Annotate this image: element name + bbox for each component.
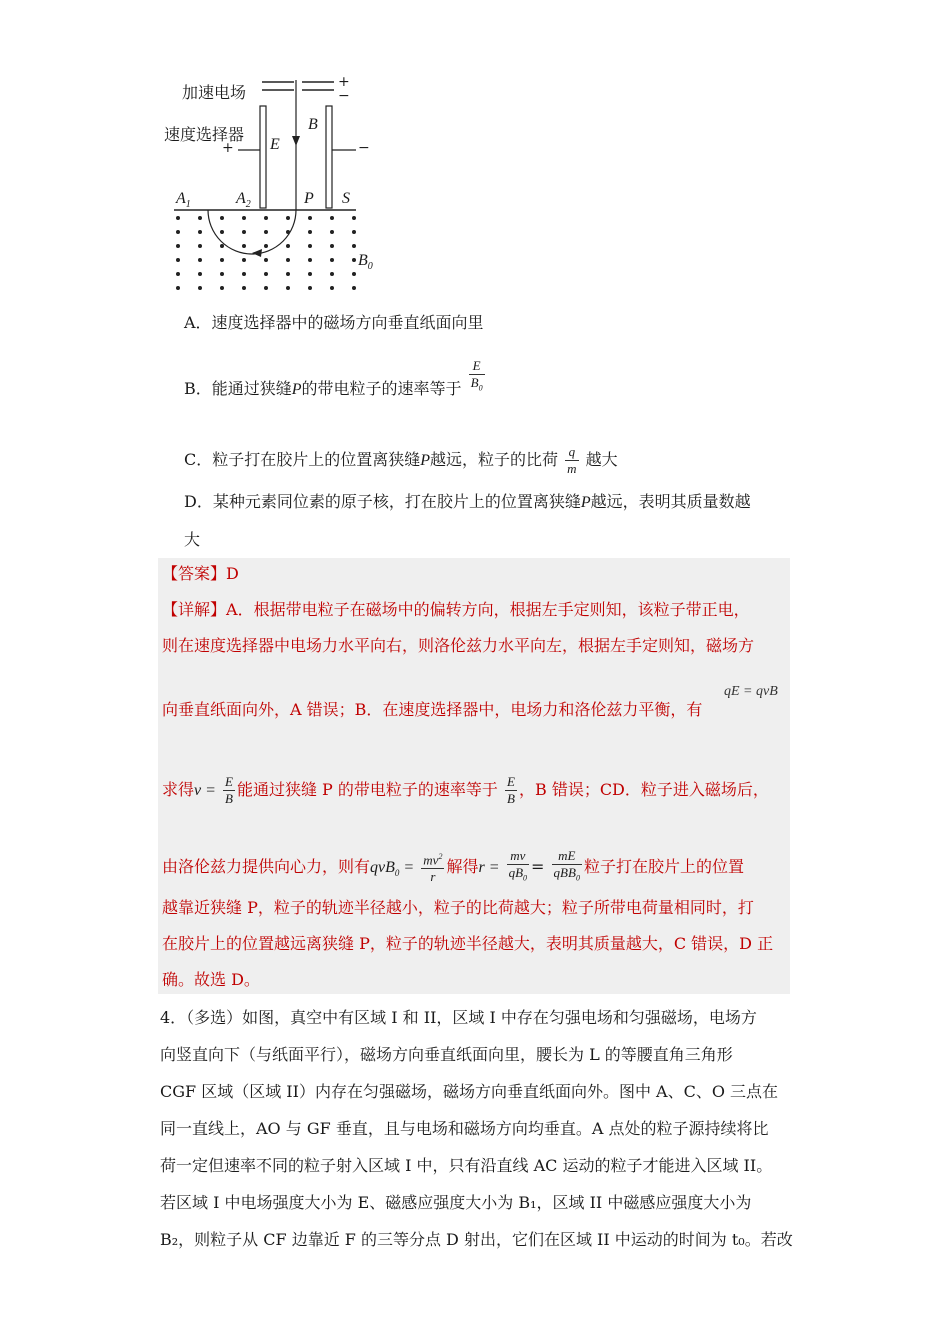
field-dot bbox=[198, 286, 202, 290]
radius-fraction-2: $\frac{mE}{qBB_0}$ bbox=[553, 848, 580, 883]
field-dot bbox=[352, 230, 356, 234]
field-dot bbox=[308, 286, 312, 290]
field-dot bbox=[330, 230, 334, 234]
label-plus-selector: + bbox=[222, 140, 234, 156]
field-dot bbox=[352, 244, 356, 248]
field-dot bbox=[176, 216, 180, 220]
field-dot bbox=[220, 258, 224, 262]
option-d-line2: 大 bbox=[184, 530, 201, 549]
label-A2: $A_2$ bbox=[236, 190, 251, 211]
selector-plate-right bbox=[326, 106, 332, 208]
field-dot bbox=[286, 286, 290, 290]
detail-line-8: 确。故选 D。 bbox=[162, 970, 260, 989]
field-dot bbox=[198, 272, 202, 276]
field-dot bbox=[330, 216, 334, 220]
field-dot bbox=[198, 244, 202, 248]
label-minus-top: − bbox=[338, 88, 350, 104]
label-S: S bbox=[342, 190, 350, 207]
question4-line-1: 4．（多选）如图，真空中有区域 I 和 II，区域 I 中存在匀强电场和匀强磁场，电场方 bbox=[160, 1008, 757, 1027]
field-dot bbox=[264, 272, 268, 276]
field-dot bbox=[198, 258, 202, 262]
field-dot bbox=[352, 286, 356, 290]
question4-line-2: 向竖直向下（与纸面平行），磁场方向垂直纸面向里，腰长为 L 的等腰直角三角形 bbox=[160, 1045, 733, 1064]
question4-line-3: CGF 区域（区域 II）内存在匀强磁场，磁场方向垂直纸面向外。图中 A、C、O 三点在 bbox=[160, 1082, 779, 1101]
field-dot bbox=[308, 272, 312, 276]
field-dot bbox=[242, 230, 246, 234]
v-fraction: $\frac{E}{B}$ bbox=[225, 774, 233, 806]
detail-line-5: 由洛伦兹力提供向心力，则有qvB$_0$ = $\frac{mv^2}{r}$ 解得r = $\frac{mv}{qB_0}$ = $\frac{mE}{qBB_0}$ 粒子打在胶片上的位置 bbox=[162, 848, 744, 887]
field-dot bbox=[176, 230, 180, 234]
field-dots bbox=[176, 216, 356, 290]
question4-line-5: 荷一定但速率不同的粒子射入区域 I 中，只有沿直线 AC 运动的粒子才能进入区域 II。 bbox=[160, 1156, 773, 1175]
field-dot bbox=[330, 244, 334, 248]
detail-line-3: 向垂直纸面向外，A 错误；B．在速度选择器中，电场力和洛伦兹力平衡，有 bbox=[162, 700, 703, 719]
mass-spectrometer-diagram bbox=[160, 70, 400, 300]
field-dot bbox=[242, 272, 246, 276]
field-dot bbox=[220, 216, 224, 220]
field-dot bbox=[242, 244, 246, 248]
field-dot bbox=[352, 272, 356, 276]
detail-line-2: 则在速度选择器中电场力水平向右，则洛伦兹力水平向左，根据左手定则知，磁场方 bbox=[162, 636, 755, 655]
field-dot bbox=[264, 230, 268, 234]
field-dot bbox=[220, 272, 224, 276]
radius-fraction-1: $\frac{mv}{qB_0}$ bbox=[508, 848, 528, 883]
field-dot bbox=[264, 216, 268, 220]
label-velocity-selector: 速度选择器 bbox=[164, 125, 245, 144]
field-dot bbox=[264, 286, 268, 290]
field-dot bbox=[286, 216, 290, 220]
equation-qE-qvB: qE = qvB bbox=[724, 684, 778, 699]
question4-line-4: 同一直线上，AO 与 GF 垂直，且与电场和磁场方向均垂直。A 点处的粒子源持续将比 bbox=[160, 1119, 769, 1138]
field-dot bbox=[308, 258, 312, 262]
field-dot bbox=[308, 230, 312, 234]
centripetal-fraction: $\frac{mv^2}{r}$ bbox=[421, 849, 444, 885]
label-P: P bbox=[304, 190, 314, 207]
field-dot bbox=[352, 216, 356, 220]
field-dot bbox=[198, 230, 202, 234]
field-dot bbox=[220, 286, 224, 290]
field-dot bbox=[264, 258, 268, 262]
answer-label: 【答案】D bbox=[162, 564, 239, 583]
detail-line-6: 越靠近狭缝 P，粒子的轨迹半径越小，粒子的比荷越大；粒子所带电荷量相同时，打 bbox=[162, 898, 754, 917]
question4-line-7: B₂，则粒子从 CF 边靠近 F 的三等分点 D 射出，它们在区域 II 中运动的时间为 t₀。若改 bbox=[160, 1230, 793, 1249]
field-dot bbox=[176, 286, 180, 290]
option-c-fraction: $\frac{q}{m}$ bbox=[567, 444, 577, 476]
option-a: A．速度选择器中的磁场方向垂直纸面向里 bbox=[184, 313, 484, 332]
option-b-fraction: $\frac{E}{B_0}$ bbox=[470, 358, 483, 393]
field-dot bbox=[286, 230, 290, 234]
field-dot bbox=[176, 258, 180, 262]
field-dot bbox=[330, 286, 334, 290]
field-dot bbox=[330, 258, 334, 262]
field-dot bbox=[286, 258, 290, 262]
label-B: B bbox=[308, 116, 318, 133]
field-dot bbox=[308, 216, 312, 220]
option-d-line1: D．某种元素同位素的原子核，打在胶片上的位置离狭缝P越远，表明其质量数越 bbox=[184, 492, 751, 511]
field-dot bbox=[330, 272, 334, 276]
selector-plate-left bbox=[260, 106, 266, 208]
trajectory-arrow-icon bbox=[252, 249, 262, 257]
label-accel-field: 加速电场 bbox=[182, 83, 247, 102]
field-dot bbox=[220, 230, 224, 234]
field-dot bbox=[308, 244, 312, 248]
detail-line-4: 求得v = $\frac{E}{B}$ 能通过狭缝 P 的带电粒子的速率等于 $\frac{E}{B}$ ，B 错误；CD．粒子进入磁场后， bbox=[162, 774, 769, 806]
label-B0: $B_0$ bbox=[358, 252, 373, 273]
field-dot bbox=[264, 244, 268, 248]
beam-arrow-icon bbox=[292, 136, 300, 146]
detail-line-7: 在胶片上的位置越远离狭缝 P，粒子的轨迹半径越大，表明其质量越大，C 错误，D 正 bbox=[162, 934, 774, 953]
field-dot bbox=[242, 286, 246, 290]
field-dot bbox=[352, 258, 356, 262]
option-c: C．粒子打在胶片上的位置离狭缝P越远，粒子的比荷 $\frac{q}{m}$ 越大 bbox=[184, 444, 618, 476]
field-dot bbox=[286, 244, 290, 248]
field-dot bbox=[176, 244, 180, 248]
label-minus-selector: − bbox=[358, 140, 370, 156]
question4-line-6: 若区域 I 中电场强度大小为 E、磁感应强度大小为 B₁，区域 II 中磁感应强度大小为 bbox=[160, 1193, 752, 1212]
field-dot bbox=[242, 216, 246, 220]
field-dot bbox=[198, 216, 202, 220]
label-plus-top: + bbox=[338, 74, 350, 90]
label-A1: $A_1$ bbox=[176, 190, 191, 211]
field-dot bbox=[242, 258, 246, 262]
label-E: E bbox=[270, 136, 280, 153]
field-dot bbox=[286, 272, 290, 276]
field-dot bbox=[220, 244, 224, 248]
detail-line-1: 【详解】A．根据带电粒子在磁场中的偏转方向，根据左手定则知，该粒子带正电， bbox=[162, 600, 750, 619]
field-dot bbox=[176, 272, 180, 276]
speed-fraction: $\frac{E}{B}$ bbox=[507, 774, 515, 806]
option-b: B．能通过狭缝P的带电粒子的速率等于 $\frac{E}{B_0}$ bbox=[184, 358, 483, 398]
